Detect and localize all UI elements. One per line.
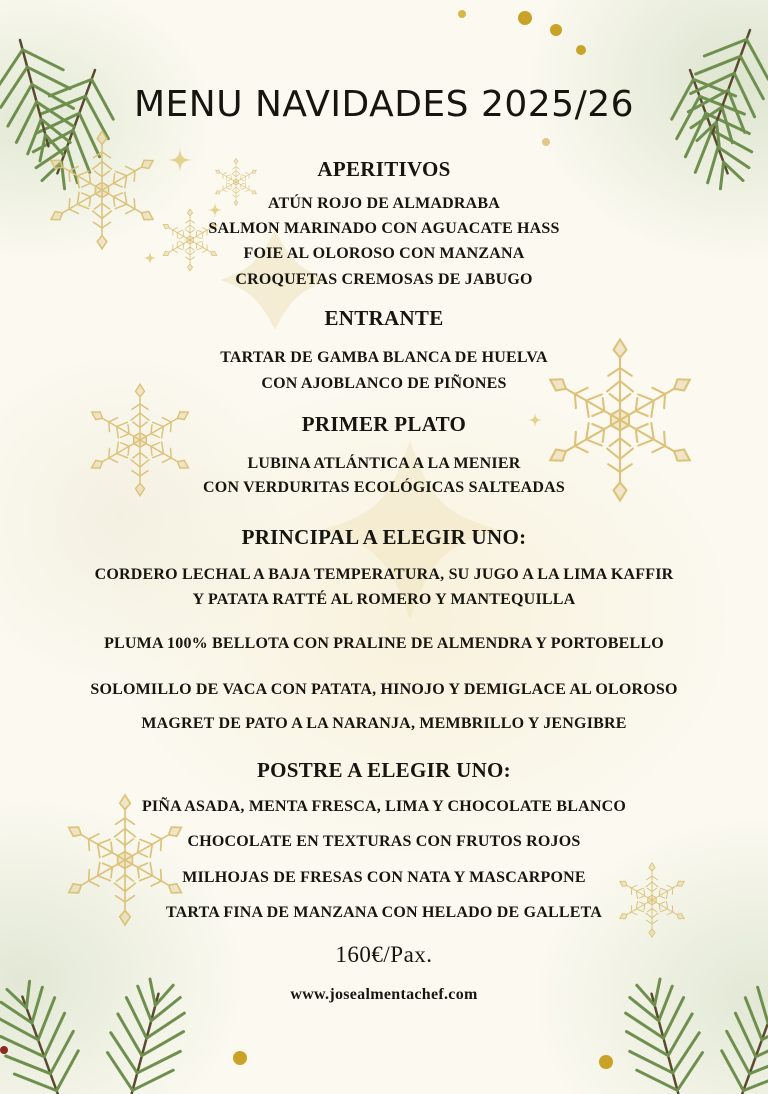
section-heading-postre: POSTRE A ELEGIR UNO:: [257, 758, 511, 782]
menu-item: PIÑA ASADA, MENTA FRESCA, LIMA Y CHOCOLATE BLANCO: [141, 798, 627, 815]
menu-item: FOIE AL OLOROSO CON MANZANA: [243, 245, 525, 262]
menu-item: CROQUETAS CREMOSAS DE JABUGO: [235, 271, 533, 288]
menu-item: SOLOMILLO DE VACA CON PATATA, HINOJO Y DEMIGLACE AL OLOROSO: [90, 681, 678, 698]
menu-item: MAGRET DE PATO A LA NARANJA, MEMBRILLO Y JENGIBRE: [141, 715, 627, 732]
menu-title: MENU NAVIDADES 2025/26: [133, 84, 635, 125]
menu-item: TARTA FINA DE MANZANA CON HELADO DE GALLETA: [165, 904, 603, 921]
menu-item: CORDERO LECHAL A BAJA TEMPERATURA, SU JUGO A LA LIMA KAFFIR: [94, 566, 674, 583]
menu-item: MILHOJAS DE FRESAS CON NATA Y MASCARPONE: [182, 869, 586, 886]
menu-item: CON VERDURITAS ECOLÓGICAS SALTEADAS: [203, 479, 565, 496]
menu-item: TARTAR DE GAMBA BLANCA DE HUELVA: [220, 349, 548, 366]
menu-item: PLUMA 100% BELLOTA CON PRALINE DE ALMENDRA Y PORTOBELLO: [104, 635, 664, 652]
menu-item: CON AJOBLANCO DE PIÑONES: [261, 375, 507, 392]
section-heading-entrante: ENTRANTE: [324, 306, 444, 330]
section-heading-principal: PRINCIPAL A ELEGIR UNO:: [241, 525, 527, 549]
menu-item: CHOCOLATE EN TEXTURAS CON FRUTOS ROJOS: [187, 833, 581, 850]
section-heading-aperitivos: APERITIVOS: [317, 157, 451, 181]
section-heading-primer-plato: PRIMER PLATO: [301, 412, 467, 436]
menu-item: Y PATATA RATTÉ AL ROMERO Y MANTEQUILLA: [192, 591, 576, 608]
menu-item: SALMON MARINADO CON AGUACATE HASS: [208, 220, 560, 237]
menu-item: LUBINA ATLÁNTICA A LA MENIER: [247, 455, 521, 472]
website-link[interactable]: www.josealmentachef.com: [290, 986, 478, 1003]
menu-item: ATÚN ROJO DE ALMADRABA: [267, 195, 501, 212]
price-per-person: 160€/Pax.: [335, 942, 433, 967]
